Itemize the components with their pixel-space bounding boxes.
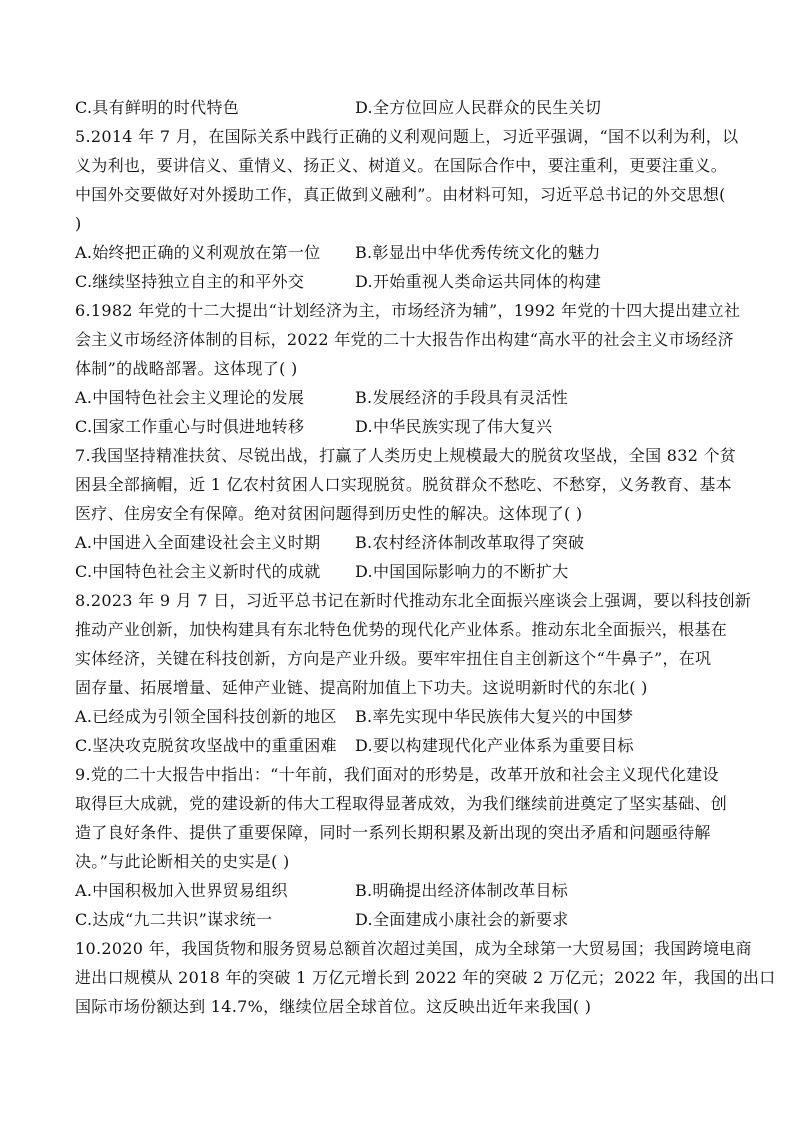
question-7-line: 7.我国坚持精准扶贫、尽锐出战，打赢了人类历史上规模最大的脱贫攻坚战，全国 832 个贫 — [75, 446, 737, 465]
option-d: D.中华民族实现了伟大复兴 — [355, 417, 553, 436]
question-7-line: 医疗、住房安全有保障。绝对贫困问题得到历史性的解决。这体现了( ) — [75, 504, 583, 523]
question-6-line: 体制”的战略部署。这体现了( ) — [75, 359, 298, 378]
option-b: B.彰显出中华优秀传统文化的魅力 — [355, 243, 601, 262]
option-a: A.已经成为引领全国科技创新的地区 — [75, 707, 337, 726]
option-c: C.国家工作重心与时俱进地转移 — [75, 417, 305, 436]
question-9-line: 造了良好条件、提供了重要保障，同时一系列长期积累及新出现的突出矛盾和问题亟待解 — [75, 823, 711, 842]
question-6-line: 6.1982 年党的十二大提出“计划经济为主，市场经济为辅”，1992 年党的十四大提出建立社 — [75, 301, 741, 320]
option-c: C.达成“九二共识”谋求统一 — [75, 910, 273, 929]
option-c: C.具有鲜明的时代特色 — [75, 98, 240, 117]
option-a: A.始终把正确的义利观放在第一位 — [75, 243, 321, 262]
question-8-line: 实体经济，关键在科技创新，方向是产业升级。要牢牢扭住自主创新这个“牛鼻子”，在巩 — [75, 649, 712, 668]
question-5-line: 5.2014 年 7 月，在国际关系中践行正确的义利观问题上，习近平强调，“国不以利为利，以 — [75, 127, 739, 146]
option-b: B.发展经济的手段具有灵活性 — [355, 388, 569, 407]
option-d: D.全面建成小康社会的新要求 — [355, 910, 569, 929]
option-b: B.农村经济体制改革取得了突破 — [355, 533, 585, 552]
question-5-line: ) — [75, 214, 82, 233]
option-b: B.率先实现中华民族伟大复兴的中国梦 — [355, 707, 634, 726]
question-8-line: 8.2023 年 9 月 7 日，习近平总书记在新时代推动东北全面振兴座谈会上强调，要以科技创新 — [75, 591, 752, 610]
question-8-line: 固存量、拓展增量、延伸产业链、提高附加值上下功夫。这说明新时代的东北( ) — [75, 678, 648, 697]
question-9-line: 取得巨大成就，党的建设新的伟大工程取得显著成效，为我们继续前进奠定了坚实基础、创 — [75, 794, 728, 813]
question-6-line: 会主义市场经济体制的目标，2022 年党的二十大报告作出构建“高水平的社会主义市场经济 — [75, 330, 734, 349]
option-d: D.要以构建现代化产业体系为重要目标 — [355, 736, 634, 755]
option-d: D.全方位回应人民群众的民生关切 — [355, 98, 602, 117]
question-5-line: 中国外交要做好对外援助工作，真正做到义融利”。由材料可知，习近平总书记的外交思想( — [75, 185, 726, 204]
option-a: A.中国积极加入世界贸易组织 — [75, 881, 288, 900]
option-b: B.明确提出经济体制改革目标 — [355, 881, 569, 900]
question-10-line: 10.2020 年，我国货物和服务贸易总额首次超过美国，成为全球第一大贸易国；我国跨境电商 — [75, 939, 752, 958]
option-d: D.开始重视人类命运共同体的构建 — [355, 272, 602, 291]
option-d: D.中国国际影响力的不断扩大 — [355, 562, 569, 581]
option-a: A.中国特色社会主义理论的发展 — [75, 388, 305, 407]
option-c: C.继续坚持独立自主的和平外交 — [75, 272, 305, 291]
option-c: C.中国特色社会主义新时代的成就 — [75, 562, 321, 581]
option-c: C.坚决攻克脱贫攻坚战中的重重困难 — [75, 736, 337, 755]
question-10-line: 进出口规模从 2018 年的突破 1 万亿元增长到 2022 年的突破 2 万亿元；2022 年，我国的出口 — [75, 968, 776, 987]
question-5-line: 义为利也，要讲信义、重情义、扬正义、树道义。在国际合作中，要注重利，更要注重义。 — [75, 156, 728, 175]
question-10-line: 国际市场份额达到 14.7%，继续位居全球首位。这反映出近年来我国( ) — [75, 997, 592, 1016]
question-8-line: 推动产业创新，加快构建具有东北特色优势的现代化产业体系。推动东北全面振兴，根基在 — [75, 620, 728, 639]
question-9-line: 决。”与此论断相关的史实是( ) — [75, 852, 290, 871]
question-7-line: 困县全部摘帽，近 1 亿农村贫困人口实现脱贫。脱贫群众不愁吃、不愁穿，义务教育、基本 — [75, 475, 732, 494]
question-9-line: 9.党的二十大报告中指出：“十年前，我们面对的形势是，改革开放和社会主义现代化建设 — [75, 765, 719, 784]
option-a: A.中国进入全面建设社会主义时期 — [75, 533, 321, 552]
